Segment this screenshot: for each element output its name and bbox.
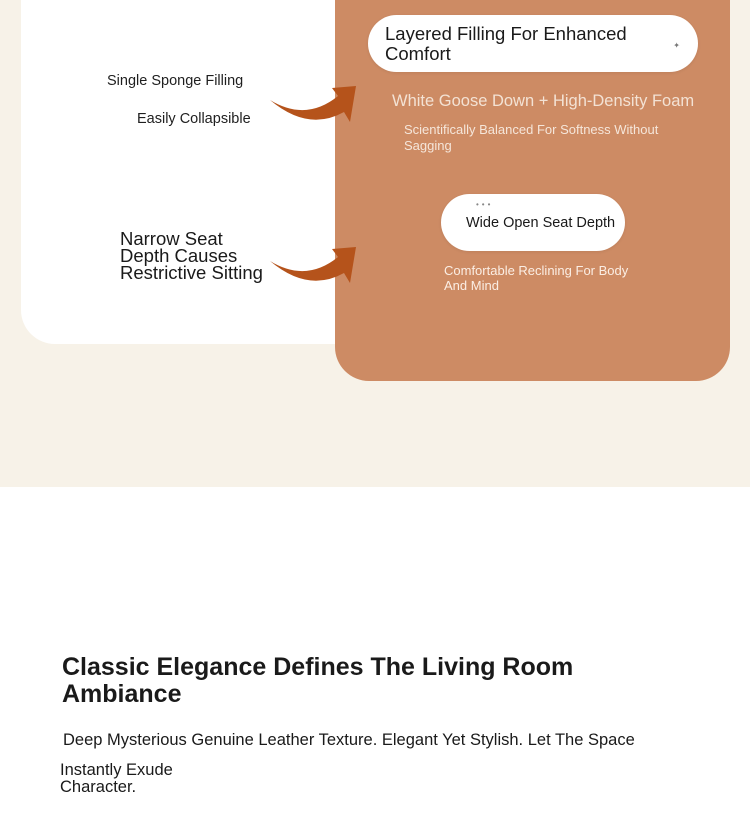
section-description-continued: Instantly Exude Character. bbox=[60, 761, 173, 796]
reclining-note: Comfortable Reclining For Body And Mind bbox=[444, 263, 629, 293]
layered-filling-title: Layered Filling For Enhanced Comfort bbox=[385, 23, 627, 64]
standard-card bbox=[21, 0, 351, 344]
softness-note: Scientifically Balanced For Softness Without Sagging bbox=[404, 122, 659, 153]
curved-arrow-icon bbox=[268, 243, 358, 287]
layered-filling-pill bbox=[368, 15, 698, 72]
dots-icon: ••• bbox=[476, 200, 494, 209]
feather-icon: ✦ bbox=[673, 41, 680, 50]
section-description: Deep Mysterious Genuine Leather Texture. Elegant Yet Stylish. Let The Space bbox=[63, 731, 635, 749]
curved-arrow-icon bbox=[268, 82, 358, 126]
goose-down-detail: White Goose Down + High-Density Foam bbox=[392, 92, 695, 110]
section-heading: Classic Elegance Defines The Living Room Ambiance bbox=[62, 653, 574, 708]
wide-seat-title: Wide Open Seat Depth bbox=[466, 215, 616, 231]
collapse-label: Easily Collapsible bbox=[137, 111, 251, 127]
wide-seat-pill bbox=[441, 194, 625, 251]
narrow-seat-label: Narrow Seat Depth Causes Restrictive Sitting bbox=[120, 228, 263, 283]
sponge-label: Single Sponge Filling bbox=[107, 73, 244, 89]
